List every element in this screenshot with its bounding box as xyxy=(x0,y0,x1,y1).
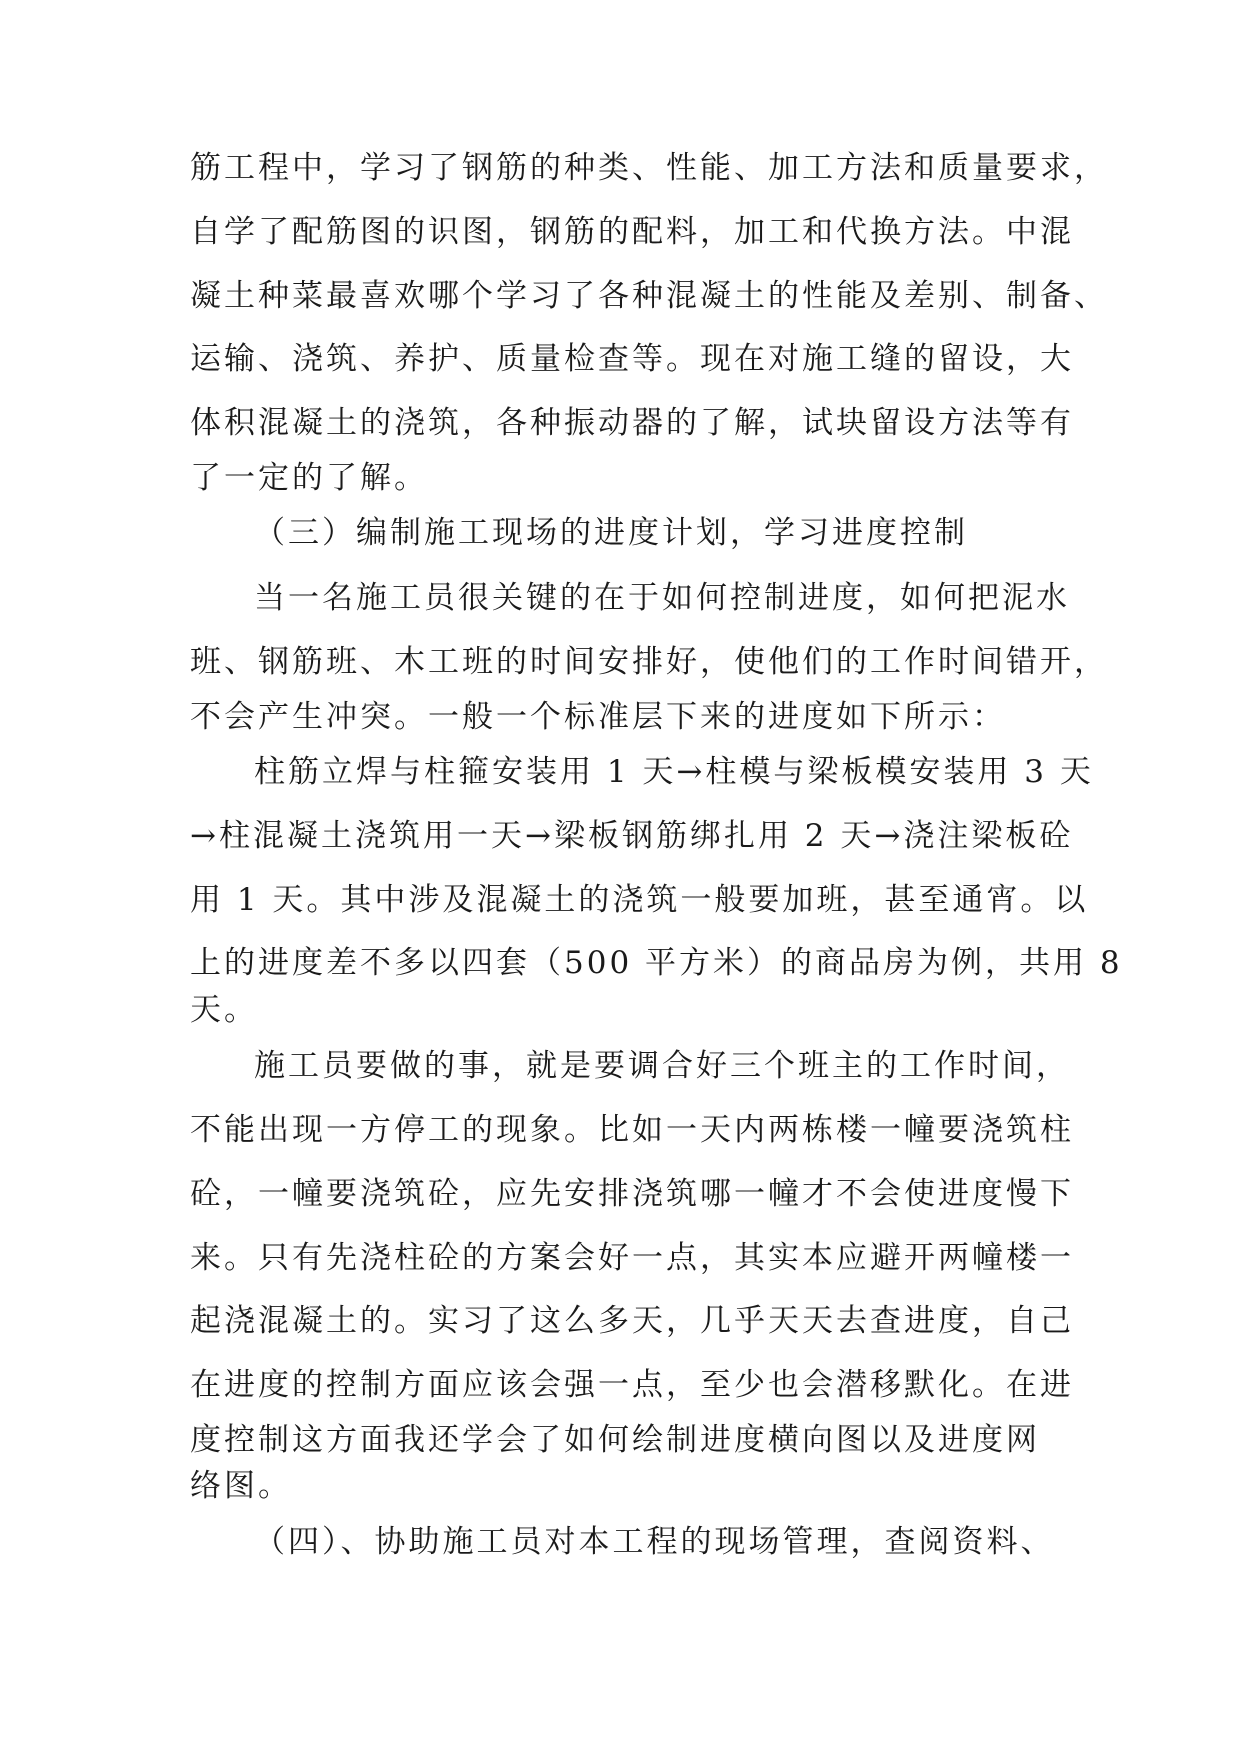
text-line: 凝土种菜最喜欢哪个学习了各种混凝土的性能及差别、制备、 xyxy=(190,278,1108,314)
section-heading: （三）编制施工现场的进度计划，学习进度控制 xyxy=(254,515,968,551)
text-line: 筋工程中，学习了钢筋的种类、性能、加工方法和质量要求， xyxy=(190,150,1108,186)
text-line: 不会产生冲突。一般一个标准层下来的进度如下所示： xyxy=(190,699,1006,735)
text-line: 上的进度差不多以四套（500 平方米）的商品房为例，共用 8 xyxy=(190,945,1123,981)
text-line: 来。只有先浇柱砼的方案会好一点，其实本应避开两幢楼一 xyxy=(190,1240,1074,1276)
text-line: 砼，一幢要浇筑砼，应先安排浇筑哪一幢才不会使进度慢下 xyxy=(190,1176,1074,1212)
text-line: 柱筋立焊与柱箍安装用 1 天→柱模与梁板模安装用 3 天 xyxy=(254,754,1094,790)
text-line: 运输、浇筑、养护、质量检查等。现在对施工缝的留设，大 xyxy=(190,341,1074,377)
text-line: 班、钢筋班、木工班的时间安排好，使他们的工作时间错开， xyxy=(190,644,1108,680)
text-line: 用 1 天。其中涉及混凝土的浇筑一般要加班，甚至通宵。以 xyxy=(190,882,1089,918)
section-heading: （四）、协助施工员对本工程的现场管理，查阅资料、 xyxy=(254,1524,1055,1560)
text-line: 体积混凝土的浇筑，各种振动器的了解，试块留设方法等有 xyxy=(190,405,1074,441)
text-line: 在进度的控制方面应该会强一点，至少也会潜移默化。在进 xyxy=(190,1367,1074,1403)
text-line: 当一名施工员很关键的在于如何控制进度，如何把泥水 xyxy=(254,580,1070,616)
text-line: 施工员要做的事，就是要调合好三个班主的工作时间， xyxy=(254,1048,1070,1084)
text-line: 络图。 xyxy=(190,1468,292,1504)
text-line: 度控制这方面我还学会了如何绘制进度横向图以及进度网 xyxy=(190,1422,1040,1458)
text-line: 起浇混凝土的。实习了这么多天，几乎天天去查进度，自己 xyxy=(190,1303,1074,1339)
text-line: 了一定的了解。 xyxy=(190,460,428,496)
text-line: 天。 xyxy=(190,992,258,1028)
text-line: →柱混凝土浇筑用一天→梁板钢筋绑扎用 2 天→浇注梁板砼 xyxy=(190,818,1074,854)
text-line: 自学了配筋图的识图，钢筋的配料，加工和代换方法。中混 xyxy=(190,214,1074,250)
text-line: 不能出现一方停工的现象。比如一天内两栋楼一幢要浇筑柱 xyxy=(190,1112,1074,1148)
